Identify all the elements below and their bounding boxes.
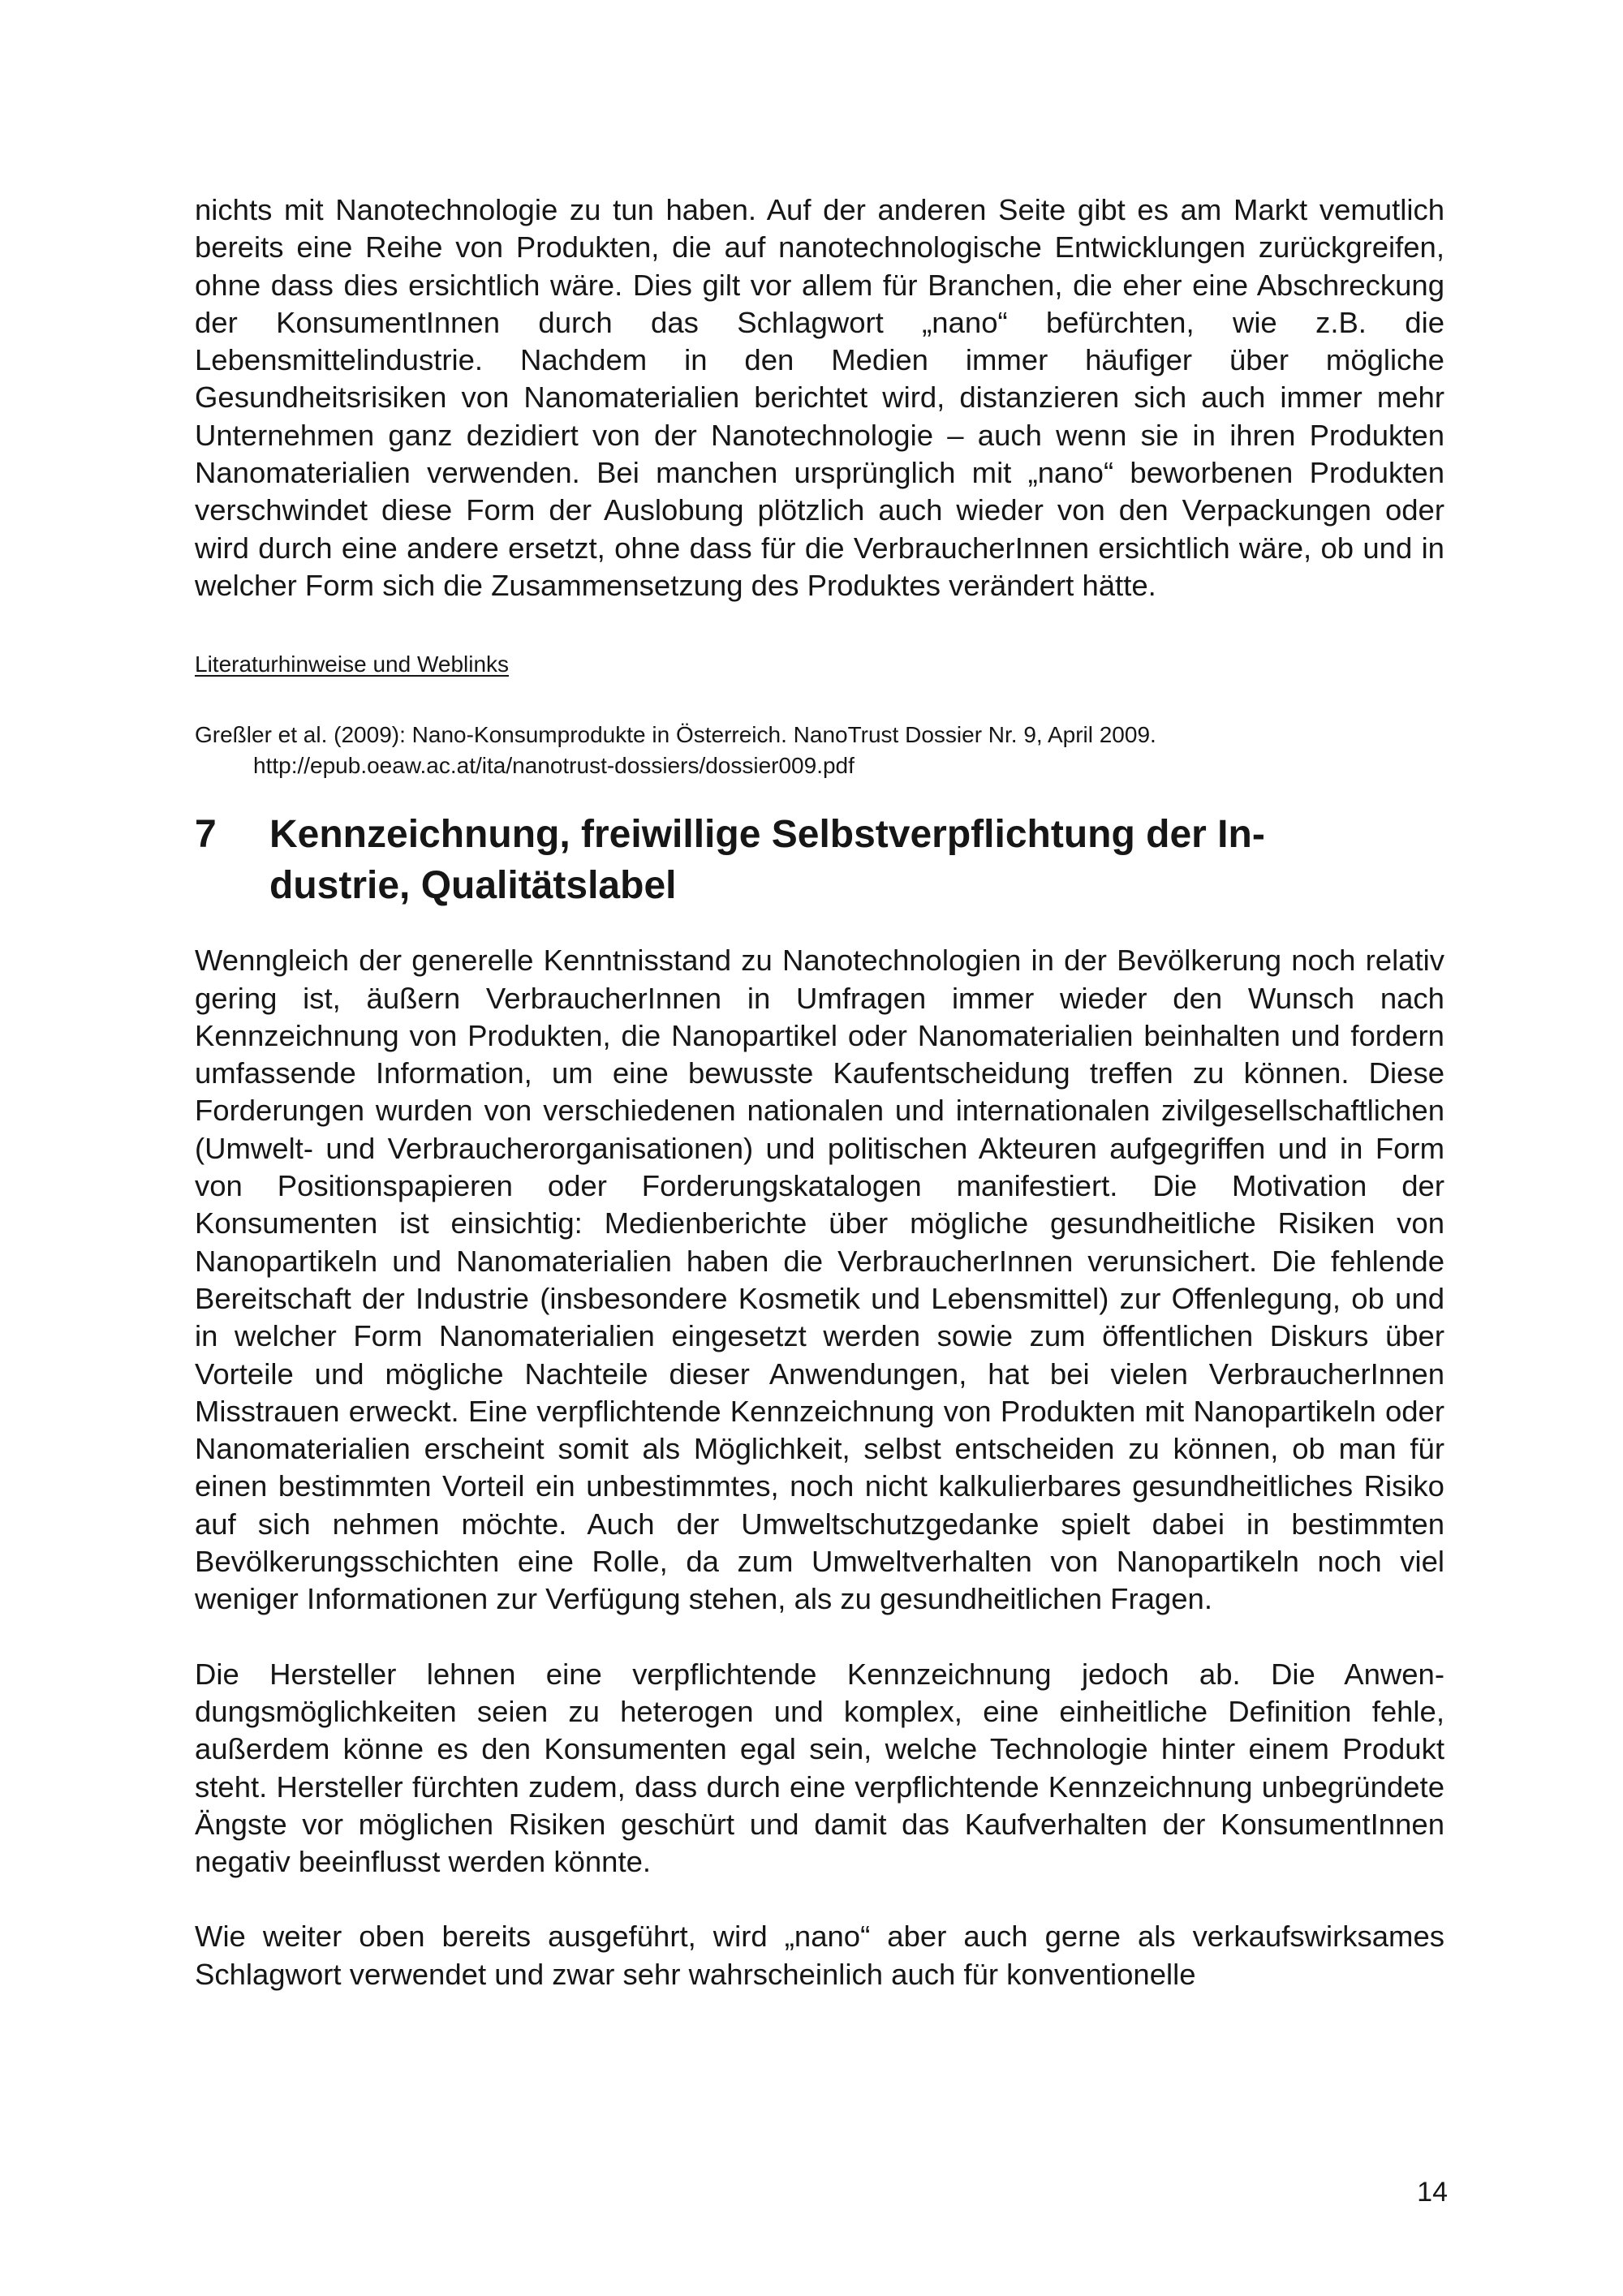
body-paragraph: Wie weiter oben bereits ausgeführt, wird „nano“ aber auch gerne als verkaufswirksames Schlagwort verwendet und zwar sehr wahrscheinlich auch für konventionelle bbox=[195, 1920, 1444, 1991]
intro-paragraph: nichts mit Nanotechnologie zu tun haben. Auf der anderen Seite gibt es am Markt vemutlich bereits eine Reihe von Produkten, die auf nanotechnologische Entwicklungen zurückgreifen, ohne dass dies ersichtlich wäre. Dies gilt vor allem für Branchen, die eher eine Abschreckung der KonsumentInnen durch das Schlagwort „nano“ befürchten, wie z.B. die Lebensmittelindustrie. Nachdem in den Medien immer häufiger über mögliche Gesundheitsrisiken von Nanomaterialien berichtet wird, distanzieren sich auch immer mehr Unternehmen ganz dezidiert von der Nanotechnologie – auch wenn sie in ihren Produkten Nanomaterialien verwenden. Bei manchen ursprünglich mit „nano“ beworbenen Produkten verschwindet diese Form der Auslobung plötzlich auch wieder von den Verpackungen oder wird durch eine andere ersetzt, ohne dass für die VerbraucherInnen ersichtlich wäre, ob und in welcher Form sich die Zusammensetzung des Produktes verändert hätte. bbox=[195, 193, 1444, 602]
chapter-title: Kennzeichnung, freiwillige Selbstverpflichtung der Industrie, Qualitätslabel bbox=[269, 813, 1265, 908]
page-content bbox=[195, 191, 1444, 1993]
page-number: 14 bbox=[1417, 2177, 1448, 2208]
reference-entry bbox=[195, 720, 1444, 781]
references-heading: Literaturhinweise und Weblinks bbox=[195, 651, 510, 677]
chapter-heading bbox=[195, 809, 1444, 911]
body-paragraph: Die Hersteller lehnen eine verpflichtende Kennzeichnung jedoch ab. Die Anwendungsmöglichkeiten seien zu heterogen und komplex, eine einheitliche Definition fehle, außerdem könne es den Konsumenten egal sein, welche Technologie hinter einem Produkt steht. Hersteller fürchten zudem, dass durch eine verpflichtende Kennzeichnung unbegründete Ängste vor möglichen Risiken geschürt und damit das Kaufverhalten der KonsumentInnen negativ beeinflusst werden könnte. bbox=[195, 1657, 1444, 1879]
reference-citation: Greßler et al. (2009): Nano-Konsumprodukte in Österreich. NanoTrust Dossier Nr. 9, April 2009. bbox=[195, 722, 1156, 748]
chapter-number: 7 bbox=[195, 813, 217, 857]
reference-url[interactable]: http://epub.oeaw.ac.at/ita/nanotrust-dossiers/dossier009.pdf bbox=[253, 753, 855, 779]
body-paragraph: Wenngleich der generelle Kenntnisstand zu Nanotechnologien in der Bevölkerung noch relativ gering ist, äußern VerbraucherInnen in Umfragen immer wieder den Wunsch nach Kennzeichnung von Produkten, die Nanopartikel oder Nanomaterialien beinhalten und fordern umfassende Information, um eine bewusste Kaufentscheidung treffen zu können. Diese Forderungen wurden von verschiedenen nationalen und internationalen zivilgesellschaftlichen (Umwelt- und Verbraucherorganisationen) und politischen Akteuren aufgegriffen und in Form von Positionspapieren oder Forderungskatalogen manifestiert. Die Motivation der Konsumenten ist einsichtig: Medienberichte über mögliche gesundheitliche Risiken von Nanopartikeln und Nanomaterialien haben die VerbraucherInnen verunsichert. Die fehlende Bereitschaft der Industrie (insbesondere Kosmetik und Lebensmittel) zur Offenlegung, ob und in welcher Form Nanomaterialien eingesetzt werden sowie zum öffentlichen Diskurs über Vorteile und mögliche Nachteile dieser Anwendungen, hat bei vielen VerbraucherInnen Misstrauen erweckt. Eine verpflichtende Kennzeichnung von Produkten mit Nanopartikeln oder Nanomaterialien erscheint somit als Möglichkeit, selbst entscheiden zu können, ob man für einen bestimmten Vorteil ein unbestimmtes, noch nicht kalkulierbares gesundheitliches Risiko auf sich nehmen möchte. Auch der Umweltschutzgedanke spielt dabei in bestimmten Bevölkerungsschichten eine Rolle, da zum Umweltverhalten von Nanopartikeln noch viel weniger Informationen zur Verfügung stehen, als zu gesundheitlichen Fragen. bbox=[195, 944, 1444, 1616]
